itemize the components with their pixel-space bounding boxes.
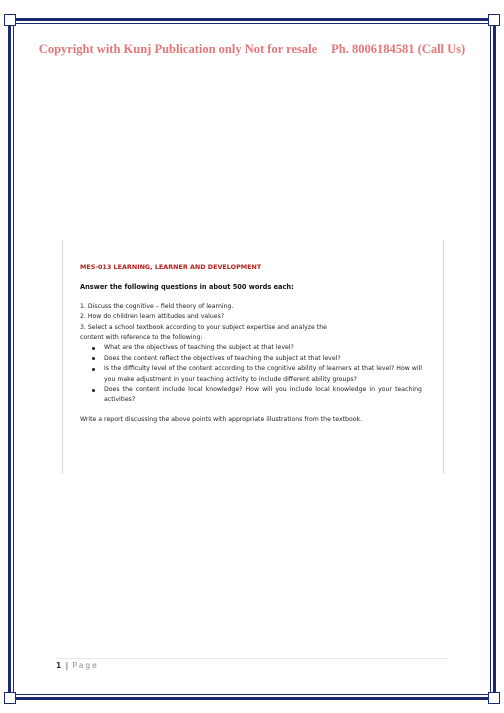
question-2: 2. How do children learn attitudes and values? [80, 313, 225, 321]
instruction-text: Answer the following questions in about 500 words each: [80, 283, 294, 292]
bullet-icon [92, 357, 95, 360]
report-instruction: Write a report discussing the above points with appropriate illustrations from the textbook. [80, 415, 363, 423]
bullet-text: Is the difficulty level of the content according to the cognitive ability of learners at that level? How will you make adjustment in your teaching activity to include different ability groups? [104, 365, 422, 383]
bullet-icon [92, 347, 95, 350]
page-number: 1 [56, 661, 62, 670]
analysis-points [80, 343, 422, 405]
footer-divider [56, 658, 448, 659]
page-separator: | [65, 661, 69, 670]
list-item [92, 354, 422, 364]
list-item [92, 385, 422, 406]
copyright-text: Copyright with Kunj Publication only Not for resale [38, 42, 318, 56]
question-1: 1. Discuss the cognitive – field theory of learning. [80, 302, 234, 310]
border-corner-top-right [488, 14, 500, 26]
bullet-text: Does the content reflect the objectives of teaching the subject at that level? [104, 354, 341, 362]
bullet-text: What are the objectives of teaching the subject at that level? [104, 344, 294, 352]
bullet-icon [92, 368, 95, 371]
page-label: Page [72, 661, 99, 670]
assignment-content [80, 262, 422, 425]
phone-text: Ph. 8006184581 (Call Us) [331, 42, 466, 56]
border-corner-bottom-left [4, 692, 16, 704]
list-item [92, 364, 422, 385]
page-footer [56, 661, 99, 670]
list-item [92, 343, 422, 353]
copyright-header [0, 42, 504, 57]
question-3: 3. Select a school textbook according to your subject expertise and analyze the [80, 323, 327, 331]
course-title: MES-013 LEARNING, LEARNER AND DEVELOPMENT [80, 263, 262, 271]
question-3-continued: content with reference to the following: [80, 334, 203, 342]
border-corner-bottom-right [488, 692, 500, 704]
bullet-text: Does the content include local knowledge? How will you include local knowledge in your teaching activities? [104, 386, 422, 404]
border-corner-top-left [4, 14, 16, 26]
bullet-icon [92, 389, 95, 392]
